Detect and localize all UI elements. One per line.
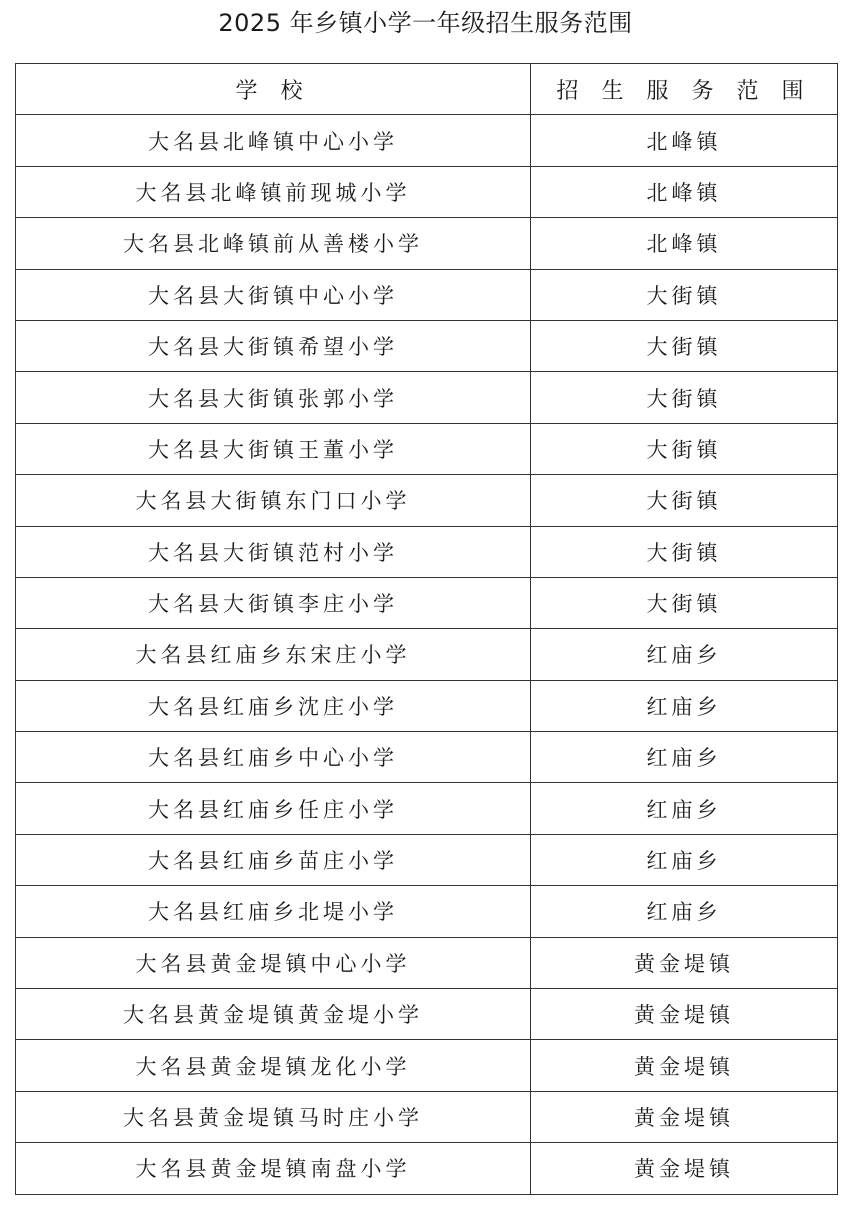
school-name-cell: 大名县北峰镇前从善楼小学	[16, 218, 531, 269]
school-name-cell: 大名县黄金堤镇龙化小学	[16, 1040, 531, 1091]
service-area-cell: 红庙乡	[531, 783, 838, 834]
enrollment-table	[15, 63, 838, 1195]
table-row	[16, 269, 838, 320]
table-row	[16, 320, 838, 371]
service-area-cell: 黄金堤镇	[531, 937, 838, 988]
table-row	[16, 218, 838, 269]
school-name-cell: 大名县北峰镇前现城小学	[16, 166, 531, 217]
school-name-cell: 大名县黄金堤镇马时庄小学	[16, 1091, 531, 1142]
table-row	[16, 989, 838, 1040]
service-area-cell: 黄金堤镇	[531, 1143, 838, 1194]
page-title: 2025 年乡镇小学一年级招生服务范围	[218, 9, 633, 37]
service-area-cell: 大街镇	[531, 526, 838, 577]
table-row	[16, 680, 838, 731]
table-row	[16, 372, 838, 423]
service-area-cell: 黄金堤镇	[531, 989, 838, 1040]
service-area-cell: 大街镇	[531, 372, 838, 423]
service-area-cell: 红庙乡	[531, 680, 838, 731]
service-area-cell: 大街镇	[531, 269, 838, 320]
table-row	[16, 1143, 838, 1194]
table-row	[16, 629, 838, 680]
table-row	[16, 577, 838, 628]
school-name-cell: 大名县黄金堤镇黄金堤小学	[16, 989, 531, 1040]
service-area-cell: 大街镇	[531, 475, 838, 526]
column-header-service-area: 招 生 服 务 范 围	[531, 64, 838, 115]
service-area-cell: 北峰镇	[531, 166, 838, 217]
school-name-cell: 大名县红庙乡沈庄小学	[16, 680, 531, 731]
school-name-cell: 大名县红庙乡任庄小学	[16, 783, 531, 834]
school-name-cell: 大名县北峰镇中心小学	[16, 115, 531, 166]
table-row	[16, 834, 838, 885]
service-area-cell: 红庙乡	[531, 732, 838, 783]
school-name-cell: 大名县红庙乡苗庄小学	[16, 834, 531, 885]
school-name-cell: 大名县黄金堤镇中心小学	[16, 937, 531, 988]
table-header-row	[16, 64, 838, 115]
table-row	[16, 423, 838, 474]
table-row	[16, 783, 838, 834]
column-header-school: 学 校	[16, 64, 531, 115]
table-row	[16, 475, 838, 526]
school-name-cell: 大名县大街镇李庄小学	[16, 577, 531, 628]
service-area-cell: 红庙乡	[531, 629, 838, 680]
school-name-cell: 大名县黄金堤镇南盘小学	[16, 1143, 531, 1194]
school-name-cell: 大名县红庙乡中心小学	[16, 732, 531, 783]
table-row	[16, 937, 838, 988]
service-area-cell: 红庙乡	[531, 834, 838, 885]
service-area-cell: 北峰镇	[531, 218, 838, 269]
table-row	[16, 166, 838, 217]
school-name-cell: 大名县大街镇中心小学	[16, 269, 531, 320]
service-area-cell: 大街镇	[531, 423, 838, 474]
school-name-cell: 大名县大街镇范村小学	[16, 526, 531, 577]
school-name-cell: 大名县红庙乡东宋庄小学	[16, 629, 531, 680]
table-row	[16, 1091, 838, 1142]
table-row	[16, 732, 838, 783]
table-row	[16, 115, 838, 166]
service-area-cell: 黄金堤镇	[531, 1091, 838, 1142]
table-row	[16, 886, 838, 937]
table-body	[16, 115, 838, 1194]
service-area-cell: 大街镇	[531, 320, 838, 371]
service-area-cell: 黄金堤镇	[531, 1040, 838, 1091]
service-area-cell: 大街镇	[531, 577, 838, 628]
school-name-cell: 大名县大街镇张郭小学	[16, 372, 531, 423]
table-row	[16, 1040, 838, 1091]
school-name-cell: 大名县大街镇东门口小学	[16, 475, 531, 526]
table-row	[16, 526, 838, 577]
school-name-cell: 大名县红庙乡北堤小学	[16, 886, 531, 937]
service-area-cell: 北峰镇	[531, 115, 838, 166]
service-area-cell: 红庙乡	[531, 886, 838, 937]
school-name-cell: 大名县大街镇王董小学	[16, 423, 531, 474]
school-name-cell: 大名县大街镇希望小学	[16, 320, 531, 371]
